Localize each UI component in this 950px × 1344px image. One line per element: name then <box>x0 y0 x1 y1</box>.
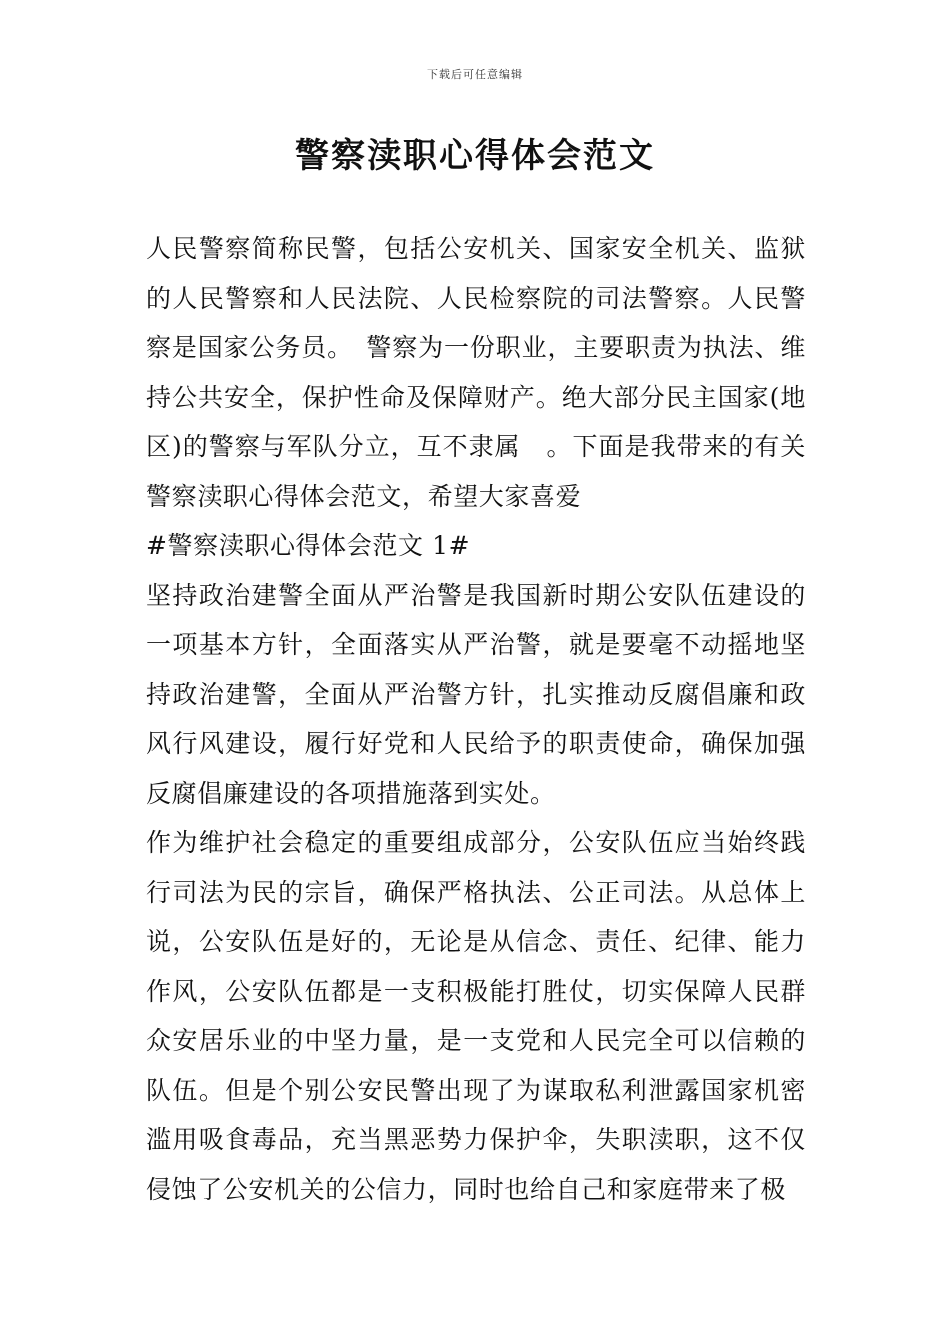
document-title: 警察渎职心得体会范文 <box>295 136 655 176</box>
body-paragraph: 作为维护社会稳定的重要组成部分，公安队伍应当始终践行司法为民的宗旨，确保严格执法、公正司法。从总体上说，公安队伍是好的，无论是从信念、责任、纪律、能力作风，公安队伍都是一支积极能打胜仗，切实保障人民群众安居乐业的中坚力量，是一支党和人民完全可以信赖的队伍。但是个别公安民警出现了为谋取私利泄露国家机密滥用吸食毒品，充当黑恶势力保护伞，失职渎职，这不仅侵蚀了公安机关的公信力，同时也给自己和家庭带来了极 <box>146 828 806 1204</box>
document-body <box>146 224 806 1214</box>
section-heading: #警察渎职心得体会范文 1# <box>146 531 471 560</box>
intro-paragraph: 人民警察简称民警，包括公安机关、国家安全机关、监狱的人民警察和人民法院、人民检察院的司法警察。人民警察是国家公务员。 警察为一份职业，主要职责为执法、维持公共安全，保护性命及保障财产。绝大部分民主国家(地区)的警察与军队分立，互不隶属 。下面是我带来的有关警察渎职心得体会范文，希望大家喜爱 <box>146 234 806 511</box>
header-note: 下载后可任意编辑 <box>427 68 523 81</box>
body-paragraph: 坚持政治建警全面从严治警是我国新时期公安队伍建设的一项基本方针，全面落实从严治警，就是要毫不动摇地坚持政治建警，全面从严治警方针，扎实推动反腐倡廉和政风行风建设，履行好党和人民给予的职责使命，确保加强反腐倡廉建设的各项措施落到实处。 <box>146 580 806 808</box>
